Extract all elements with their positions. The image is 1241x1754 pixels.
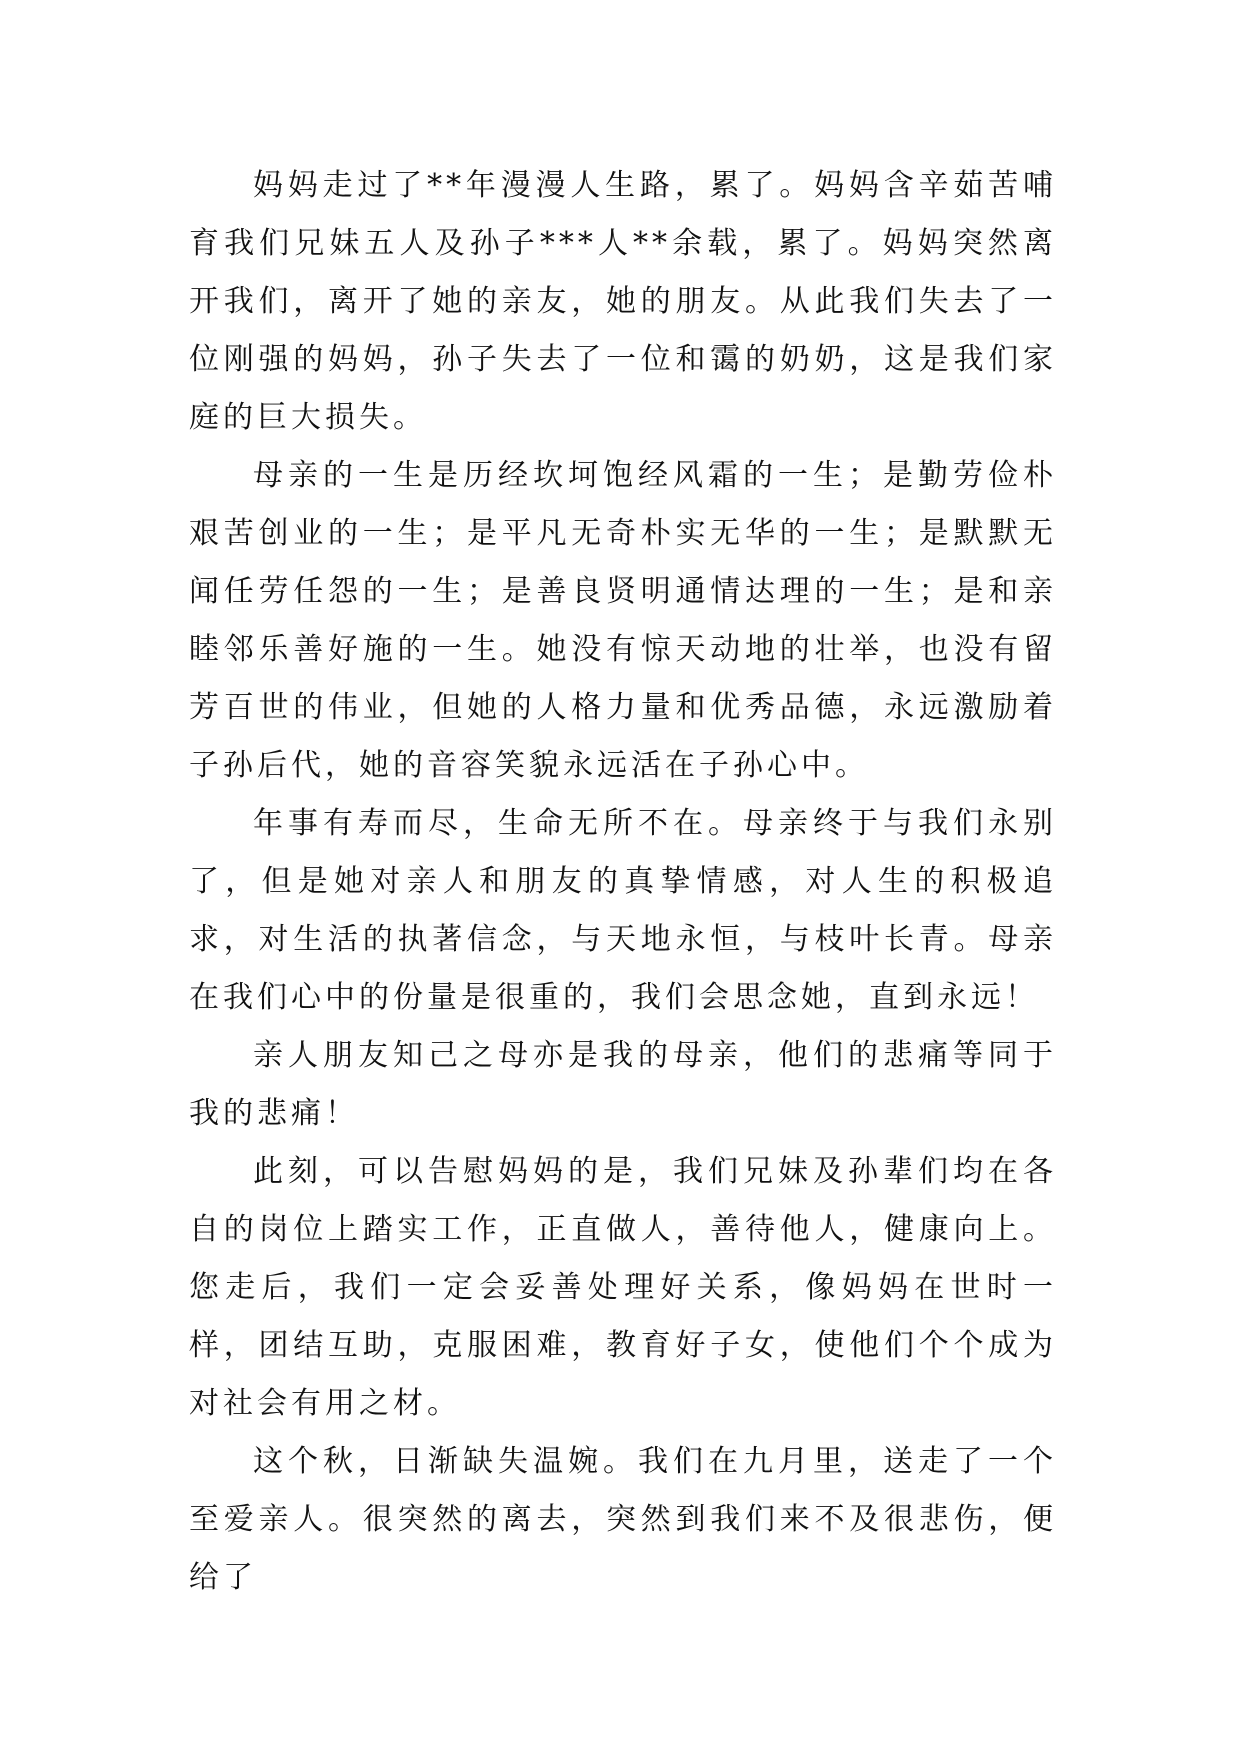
paragraph-1: 妈妈走过了**年漫漫人生路，累了。妈妈含辛茹苦哺育我们兄妹五人及孙子***人**余载，累了。妈妈突然离开我们，离开了她的亲友，她的朋友。从此我们失去了一位刚强的妈妈，孙子失去了一位和霭的奶奶，这是我们家庭的巨大损失。 [189,168,1057,435]
paragraph-6: 这个秋，日渐缺失温婉。我们在九月里，送走了一个至爱亲人。很突然的离去，突然到我们来不及很悲伤，便给了 [189,1444,1057,1595]
paragraph-4: 亲人朋友知己之母亦是我的母亲，他们的悲痛等同于我的悲痛！ [189,1038,1057,1131]
document-body [189,157,1057,1607]
paragraph-2: 母亲的一生是历经坎坷饱经风霜的一生；是勤劳俭朴艰苦创业的一生；是平凡无奇朴实无华的一生；是默默无闻任劳任怨的一生；是善良贤明通情达理的一生；是和亲睦邻乐善好施的一生。她没有惊天动地的壮举，也没有留芳百世的伟业，但她的人格力量和优秀品德，永远激励着子孙后代，她的音容笑貌永远活在子孙心中。 [189,458,1057,783]
paragraph-5: 此刻，可以告慰妈妈的是，我们兄妹及孙辈们均在各自的岗位上踏实工作，正直做人，善待他人，健康向上。您走后，我们一定会妥善处理好关系，像妈妈在世时一样，团结互助，克服困难，教育好子女，使他们个个成为对社会有用之材。 [189,1154,1057,1421]
paragraph-3: 年事有寿而尽，生命无所不在。母亲终于与我们永别了，但是她对亲人和朋友的真挚情感，对人生的积极追求，对生活的执著信念，与天地永恒，与枝叶长青。母亲在我们心中的份量是很重的，我们会思念她，直到永远！ [189,806,1057,1015]
